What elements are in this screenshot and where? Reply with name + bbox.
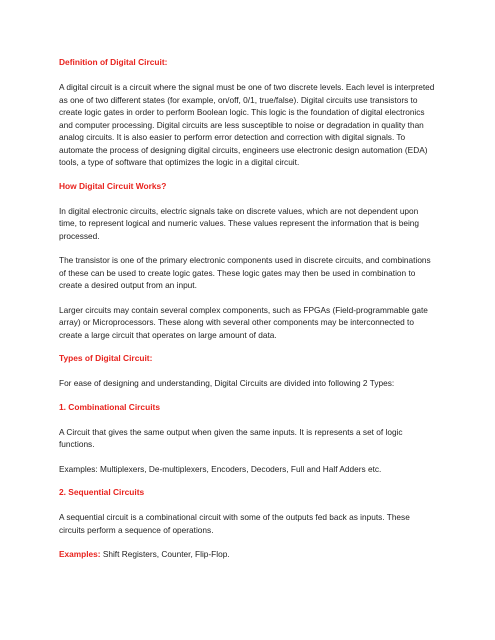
heading-sequential: 2. Sequential Circuits [59,487,145,497]
paragraph-sequential-examples [59,548,436,561]
heading-types: Types of Digital Circuit: [59,353,153,363]
examples-label: Examples: [59,549,101,559]
paragraph-sequential-definition: A sequential circuit is a combinational circuit with some of the outputs fed back as inputs. These circuits perform a sequence of operations. [59,512,410,535]
paragraph-how-it-works-3: Larger circuits may contain several complex components, such as FPGAs (Field-programmable gate array) or Microprocessors. These along with several other components may be interconnected to create a large circuit that operates on large amount of data. [59,304,428,340]
heading-how-it-works: How Digital Circuit Works? [59,180,167,191]
paragraph-combinational-examples: Examples: Multiplexers, De-multiplexers, Encoders, Decoders, Full and Half Adders etc. [59,463,382,474]
examples-text: Shift Registers, Counter, Flip-Flop. [100,549,230,559]
paragraph-combinational-definition: A Circuit that gives the same output when given the same inputs. It is represents a set of logic functions. [59,426,403,449]
heading-combinational: 1. Combinational Circuits [59,401,160,412]
paragraph-definition: A digital circuit is a circuit where the signal must be one of two discrete levels. Each level is interpreted as one of two different states (for example, on/off, 0/1, true/false). Digital circuits use transistors to create logic gates in order to perform Boolean logic. This logic is the foundation of digital electronics and computer processing. Digital circuits are less susceptible to noise or degradation in quality than analog circuits. It is also easier to perform error detection and correction with digital signals. To automate the process of designing digital circuits, engineers use electronic design automation (EDA) tools, a type of software that optimizes the logic in a digital circuit. [59,82,435,167]
paragraph-types: For ease of designing and understanding, Digital Circuits are divided into following 2 Types: [59,378,395,388]
paragraph-how-it-works-1: In digital electronic circuits, electric signals take on discrete values, which are not dependent upon time, to represent logical and numeric values. These values represent the information that is being processed. [59,205,420,241]
paragraph-how-it-works-2: The transistor is one of the primary electronic components used in discrete circuits, and combinations of these can be used to create logic gates. These logic gates may then be used in combination to create a desired output from an input. [59,255,431,290]
heading-definition: Definition of Digital Circuit: [59,57,168,67]
